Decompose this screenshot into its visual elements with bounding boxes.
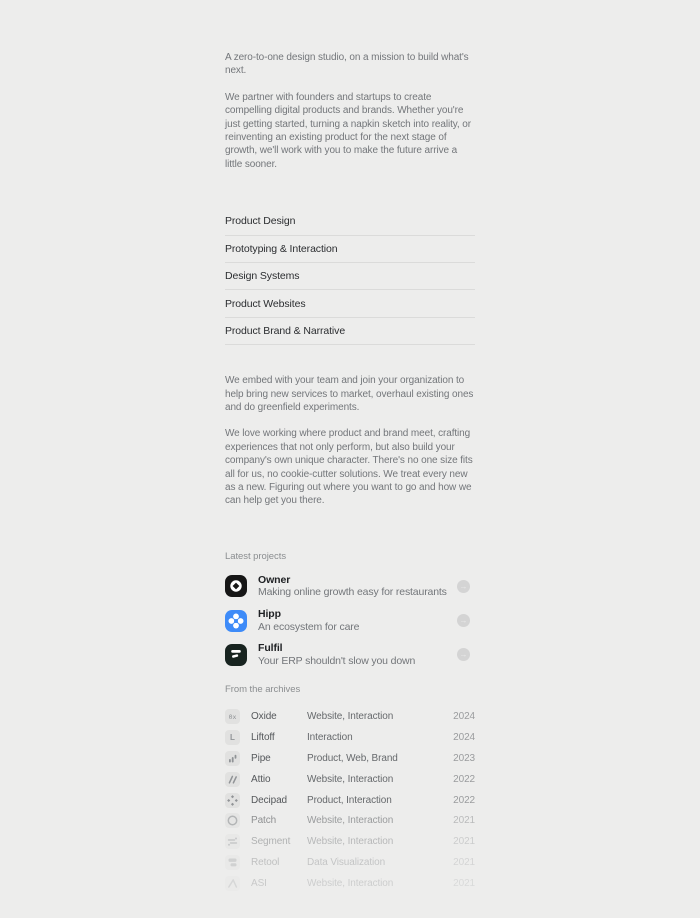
archive-year: 2021 [453, 836, 475, 848]
archive-row[interactable] [225, 852, 475, 873]
archive-row[interactable] [225, 748, 475, 769]
archive-categories: Website, Interaction [307, 815, 394, 827]
archive-row[interactable] [225, 790, 475, 811]
archive-year: 2021 [453, 877, 475, 889]
archive-project-name: Attio [251, 773, 271, 785]
archive-year: 2021 [453, 815, 475, 827]
owner-logo-icon [225, 575, 247, 597]
archive-project-name: Oxide [251, 711, 277, 723]
arrow-right-icon: → [459, 650, 468, 660]
archive-categories: Website, Interaction [307, 877, 394, 889]
archive-project-name: Decipad [251, 794, 287, 806]
archive-project-name: Pipe [251, 752, 271, 764]
main-column [225, 0, 475, 894]
service-item [225, 263, 475, 290]
archives-table [225, 706, 475, 893]
archive-project-name: Patch [251, 815, 277, 827]
project-name: Fulfil [258, 642, 283, 655]
service-item [225, 290, 475, 317]
about-paragraph-1: We embed with your team and join your organization to help bring new services to market, overhaul existing ones and do greenfield experiments. [225, 375, 474, 414]
project-description: Your ERP shouldn't slow you down [258, 654, 416, 667]
service-item [225, 208, 475, 235]
attio-logo-icon [225, 772, 240, 787]
studio-description: We partner with founders and startups to create compelling digital products and brands. Whether you're just getting started, turning a napkin sketch into reality, or reinventing an existing product for the next stage of growth, we'll work with you to make the future arrive a little sooner. [225, 91, 471, 170]
arrow-right-icon: → [459, 581, 468, 591]
project-open-button[interactable] [457, 648, 470, 661]
archive-year: 2022 [453, 794, 475, 806]
about-section [225, 374, 475, 508]
archive-project-name: Liftoff [251, 732, 275, 744]
oxide-logo-icon: 0x [225, 709, 240, 724]
archive-categories: Product, Web, Brand [307, 752, 398, 764]
service-label: Design Systems [225, 270, 300, 283]
project-row[interactable] [225, 642, 475, 667]
archive-categories: Website, Interaction [307, 711, 394, 723]
services-list [225, 208, 475, 345]
archive-year: 2021 [453, 856, 475, 868]
arrow-right-icon: → [459, 616, 468, 626]
service-label: Product Websites [225, 297, 306, 310]
fulfil-logo-icon [225, 644, 247, 666]
pipe-logo-icon [225, 751, 240, 766]
archive-project-name: Retool [251, 856, 280, 868]
archive-year: 2024 [453, 711, 475, 723]
latest-projects-label: Latest projects [225, 550, 287, 562]
decipad-logo-icon [225, 793, 240, 808]
latest-projects-list [225, 574, 475, 668]
archive-categories: Interaction [307, 732, 353, 744]
liftoff-logo-icon: L [225, 730, 240, 745]
service-label: Prototyping & Interaction [225, 242, 338, 255]
archive-categories: Website, Interaction [307, 836, 394, 848]
archive-categories: Product, Interaction [307, 794, 392, 806]
project-description: An ecosystem for care [258, 620, 360, 633]
archive-row[interactable] [225, 873, 475, 894]
studio-tagline: A zero-to-one design studio, on a mission to build what's next. [225, 52, 469, 77]
archive-project-name: Segment [251, 836, 291, 848]
patch-logo-icon [225, 813, 240, 828]
archive-row[interactable] [225, 706, 475, 727]
project-open-button[interactable] [457, 614, 470, 627]
service-item [225, 236, 475, 263]
archive-year: 2024 [453, 732, 475, 744]
project-row[interactable] [225, 608, 475, 633]
archive-project-name: ASI [251, 877, 267, 889]
asi-logo-icon [225, 876, 240, 891]
service-label: Product Brand & Narrative [225, 325, 346, 337]
archive-row[interactable] [225, 831, 475, 852]
project-name: Owner [258, 573, 291, 586]
retool-logo-icon [225, 855, 240, 870]
archive-categories: Website, Interaction [307, 773, 394, 785]
archive-row[interactable] [225, 810, 475, 831]
archives-label: From the archives [225, 684, 301, 696]
hipp-logo-icon [225, 610, 247, 632]
segment-logo-icon [225, 834, 240, 849]
project-row[interactable] [225, 574, 475, 599]
about-paragraph-2: We love working where product and brand meet, crafting experiences that not only perform, but also build your company's own unique character. There's no one size fits all for us, no cookie-cutter solutions. We treat every new as a new. Figuring out where you want to go and how we can help get you there. [225, 428, 473, 507]
archive-row[interactable] [225, 769, 475, 790]
archive-year: 2023 [453, 752, 475, 764]
project-name: Hipp [258, 608, 281, 621]
service-item [225, 318, 475, 345]
project-description: Making online growth easy for restaurants [258, 586, 447, 599]
project-open-button[interactable] [457, 580, 470, 593]
archive-row[interactable] [225, 727, 475, 748]
archive-categories: Data Visualization [307, 856, 386, 868]
service-label: Product Design [225, 215, 296, 228]
archive-year: 2022 [453, 773, 475, 785]
